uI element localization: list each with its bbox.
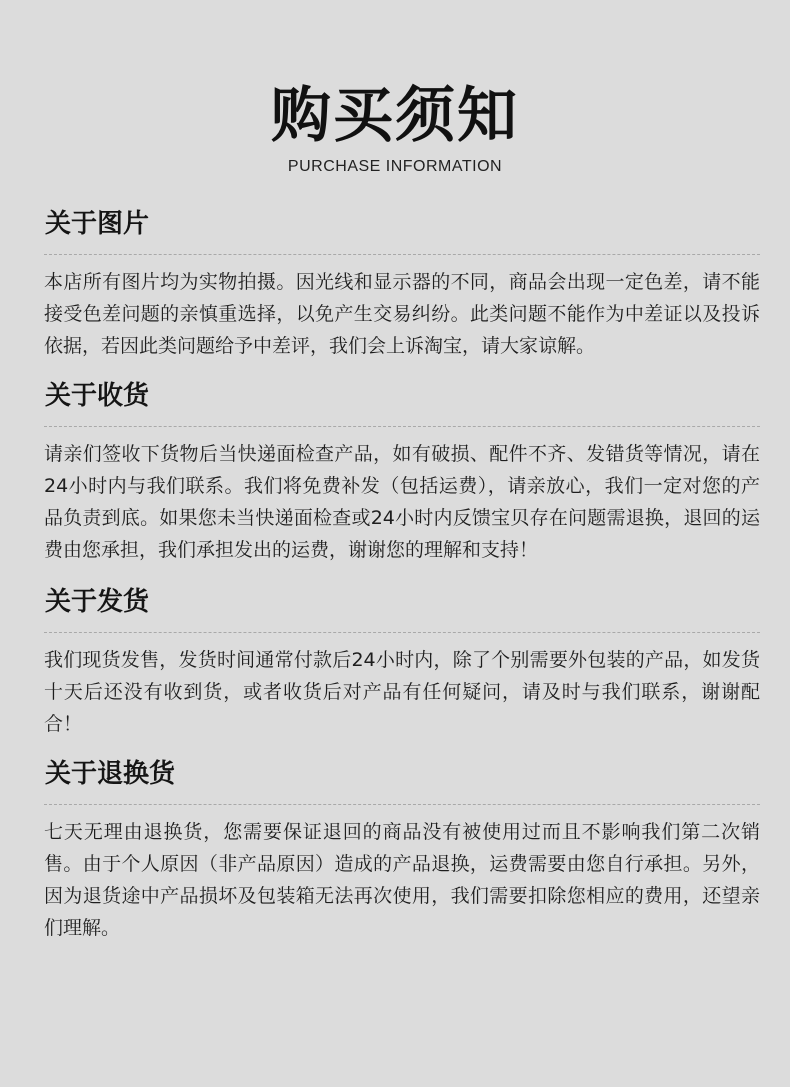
section-about-shipping bbox=[44, 582, 760, 740]
section-title: 关于退换货 bbox=[45, 759, 176, 789]
page-header bbox=[0, 78, 790, 176]
section-title: 关于发货 bbox=[45, 587, 150, 617]
section-about-receiving bbox=[44, 376, 760, 566]
section-body: 请亲们签收下货物后当快递面检查产品，如有破损、配件不齐、发错货等情况，请在24小时内与我们联系。我们将免费补发（包括运费），请亲放心，我们一定对您的产品负责到底。如果您未当快递面检查或24小时内反馈宝贝存在问题需退换，退回的运费由您承担，我们承担发出的运费，谢谢您的理解和支持！ bbox=[44, 443, 760, 561]
section-divider bbox=[44, 254, 760, 255]
section-about-returns bbox=[44, 754, 760, 944]
section-about-photos bbox=[44, 204, 760, 362]
section-body: 我们现货发售，发货时间通常付款后24小时内，除了个别需要外包装的产品，如发货十天后还没有收到货，或者收货后对产品有任何疑问，请及时与我们联系，谢谢配合！ bbox=[44, 649, 760, 735]
section-body: 本店所有图片均为实物拍摄。因光线和显示器的不同，商品会出现一定色差，请不能接受色差问题的亲慎重选择，以免产生交易纠纷。此类问题不能作为中差证以及投诉依据，若因此类问题给予中差评，我们会上诉淘宝，请大家谅解。 bbox=[44, 271, 760, 357]
section-divider bbox=[44, 632, 760, 633]
page-subtitle: PURCHASE INFORMATION bbox=[287, 158, 503, 175]
page-title: 购买须知 bbox=[271, 81, 519, 151]
section-divider bbox=[44, 426, 760, 427]
section-body: 七天无理由退换货，您需要保证退回的商品没有被使用过而且不影响我们第二次销售。由于个人原因（非产品原因）造成的产品退换，运费需要由您自行承担。另外，因为退货途中产品损坏及包装箱无法再次使用，我们需要扣除您相应的费用，还望亲们理解。 bbox=[44, 821, 760, 939]
section-title: 关于收货 bbox=[45, 381, 150, 411]
section-divider bbox=[44, 804, 760, 805]
section-title: 关于图片 bbox=[45, 209, 150, 239]
